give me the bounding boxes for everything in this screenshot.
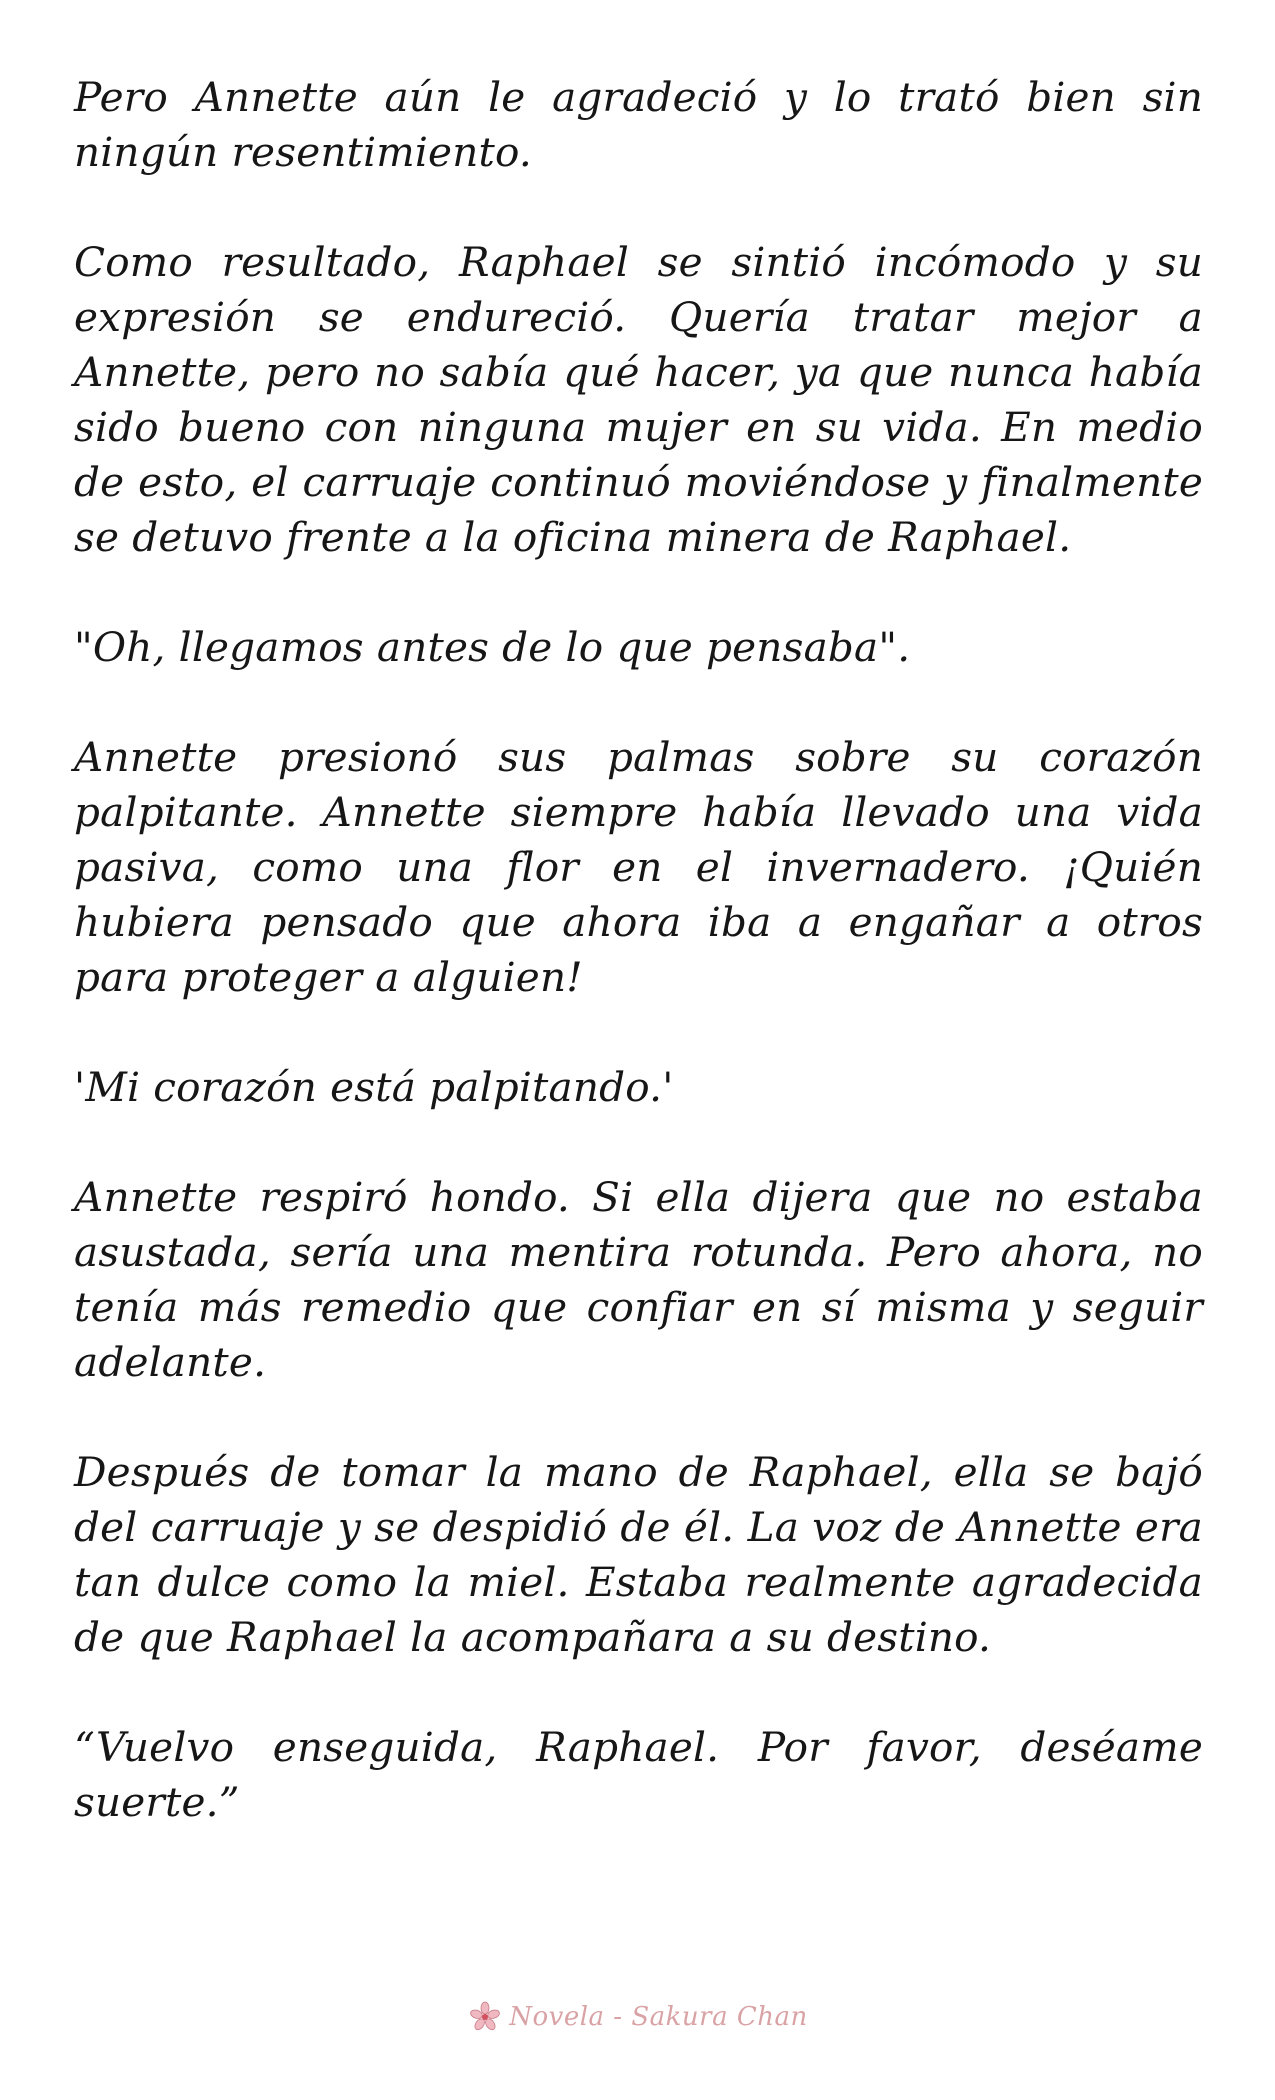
paragraph-1: Pero Annette aún le agradeció y lo trató bien sin ningún resentimiento. [74, 73, 1203, 176]
watermark-text: Novela - Sakura Chan [509, 2002, 808, 2032]
sakura-flower-icon [467, 1999, 503, 2035]
paragraph-3: "Oh, llegamos antes de lo que pensaba". [74, 623, 911, 671]
paragraph-4: Annette presionó sus palmas sobre su corazón palpitante. Annette siempre había llevado una vida pasiva, como una flor en el invernadero. ¡Quién hubiera pensado que ahora iba a engañar a otros para proteger a alguien! [74, 733, 1203, 1001]
paragraph-2: Como resultado, Raphael se sintió incómodo y su expresión se endureció. Quería tratar mejor a Annette, pero no sabía qué hacer, ya que nunca había sido bueno con ninguna mujer en su vida. En medio de esto, el carruaje continuó moviéndose y finalmente se detuvo frente a la oficina minera de Raphael. [74, 238, 1203, 561]
paragraph-5: 'Mi corazón está palpitando.' [74, 1063, 674, 1111]
watermark [0, 1992, 1275, 2042]
paragraph-8: “Vuelvo enseguida, Raphael. Por favor, deséame suerte.” [74, 1723, 1203, 1826]
paragraph-6: Annette respiró hondo. Si ella dijera que no estaba asustada, sería una mentira rotunda. Pero ahora, no tenía más remedio que confiar en sí misma y seguir adelante. [74, 1173, 1203, 1386]
paragraph-7: Después de tomar la mano de Raphael, ella se bajó del carruaje y se despidió de él. La voz de Annette era tan dulce como la miel. Estaba realmente agradecida de que Raphael la acompañara a su destino. [74, 1448, 1203, 1661]
